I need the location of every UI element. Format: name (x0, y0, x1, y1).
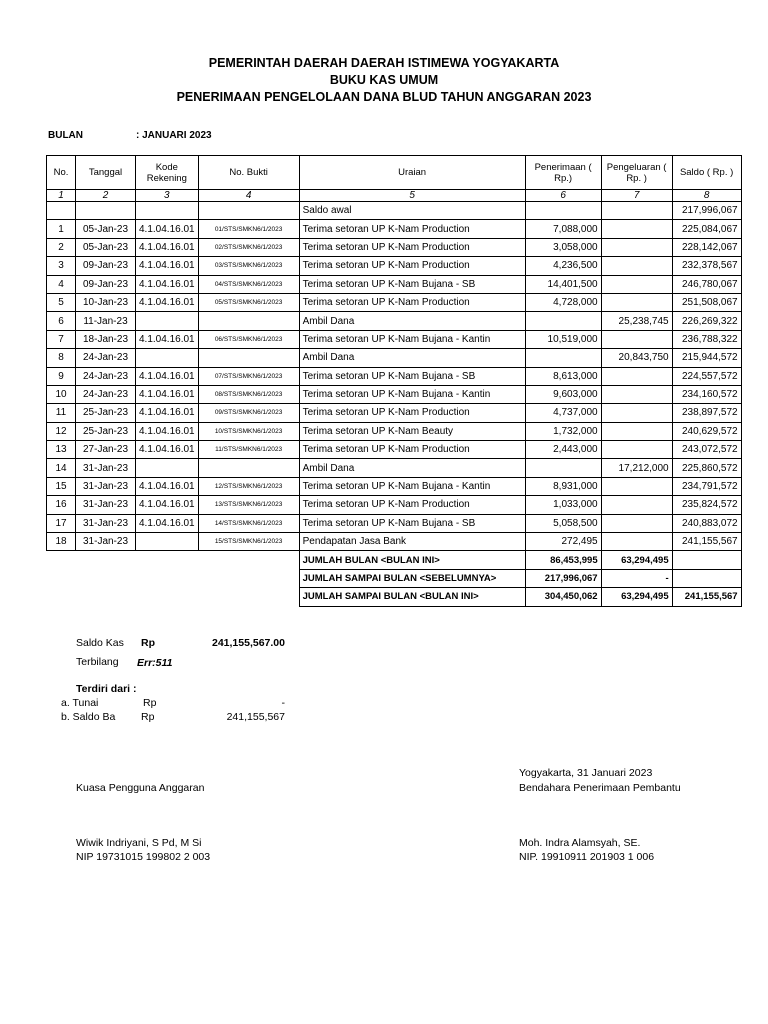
cell-pengeluaran (601, 404, 672, 422)
table-row (47, 385, 742, 403)
saldo-kas-label: Saldo Kas (76, 637, 124, 649)
cell-tanggal: 11-Jan-23 (76, 312, 136, 330)
cell-uraian: Terima setoran UP K-Nam Beauty (299, 422, 525, 440)
cell-uraian: Terima setoran UP K-Nam Bujana - SB (299, 275, 525, 293)
cell-no: 3 (47, 257, 76, 275)
cell-no-bukti: 01/STS/SMKN6/1/2023 (198, 220, 299, 238)
cell-pengeluaran (601, 533, 672, 551)
table-row (47, 514, 742, 532)
cell-saldo: 225,084,067 (672, 220, 741, 238)
terdiri-item-value: 241,155,567 (226, 711, 285, 723)
terdiri-item-currency: Rp (141, 711, 155, 723)
cell-no: 14 (47, 459, 76, 477)
cell-saldo: 236,788,322 (672, 330, 741, 348)
summary-label: JUMLAH BULAN <BULAN INI> (299, 551, 525, 569)
cell-penerimaan: 3,058,000 (525, 238, 601, 256)
cell-saldo: 240,883,072 (672, 514, 741, 532)
terdiri-item-label: b. Saldo Ba (61, 711, 116, 723)
summary-row (47, 569, 742, 587)
table-row (47, 367, 742, 385)
cell-tanggal: 25-Jan-23 (76, 404, 136, 422)
cell-penerimaan (525, 349, 601, 367)
cell-no: 5 (47, 293, 76, 311)
cell-penerimaan: 8,931,000 (525, 477, 601, 495)
cell-penerimaan: 14,401,500 (525, 275, 601, 293)
cell-kode-rekening: 4.1.04.16.01 (136, 496, 199, 514)
cell-pengeluaran (601, 441, 672, 459)
cell-uraian: Terima setoran UP K-Nam Production (299, 293, 525, 311)
cell-no: 10 (47, 385, 76, 403)
col-number: 5 (299, 190, 525, 202)
cell-no-bukti (198, 312, 299, 330)
cell-no: 7 (47, 330, 76, 348)
cell-penerimaan: 4,236,500 (525, 257, 601, 275)
cell-penerimaan: 1,732,000 (525, 422, 601, 440)
signer-left-name: Wiwik Indriyani, S Pd, M Si (76, 837, 202, 849)
signer-right-role: Bendahara Penerimaan Pembantu (519, 782, 681, 794)
cell-no-bukti: 06/STS/SMKN6/1/2023 (198, 330, 299, 348)
cell-saldo: 225,860,572 (672, 459, 741, 477)
table-row (47, 330, 742, 348)
cell-penerimaan: 10,519,000 (525, 330, 601, 348)
cell-pengeluaran (601, 220, 672, 238)
cell-penerimaan: 2,443,000 (525, 441, 601, 459)
cell-no-bukti: 15/STS/SMKN6/1/2023 (198, 533, 299, 551)
table-row (47, 275, 742, 293)
terdiri-title: Terdiri dari : (76, 683, 137, 695)
cell-no: 16 (47, 496, 76, 514)
table-row (47, 257, 742, 275)
cell-uraian: Terima setoran UP K-Nam Production (299, 404, 525, 422)
cell-saldo: 243,072,572 (672, 441, 741, 459)
column-header-row (47, 156, 742, 190)
cell-kode-rekening: 4.1.04.16.01 (136, 514, 199, 532)
cell-tanggal: 31-Jan-23 (76, 477, 136, 495)
summary-saldo: 241,155,567 (672, 588, 741, 606)
table-row (47, 441, 742, 459)
cell-kode-rekening: 4.1.04.16.01 (136, 385, 199, 403)
summary-label: JUMLAH SAMPAI BULAN <BULAN INI> (299, 588, 525, 606)
cell-no-bukti: 08/STS/SMKN6/1/2023 (198, 385, 299, 403)
col-number: 4 (198, 190, 299, 202)
cell-kode-rekening: 4.1.04.16.01 (136, 477, 199, 495)
cell-no: 12 (47, 422, 76, 440)
period-value: : JANUARI 2023 (136, 130, 212, 141)
table-row (47, 349, 742, 367)
cell-kode-rekening: 4.1.04.16.01 (136, 238, 199, 256)
signer-left-nip: NIP 19731015 199802 2 003 (76, 851, 211, 863)
cell-penerimaan (525, 312, 601, 330)
cell-saldo: 224,557,572 (672, 367, 741, 385)
summary-row (47, 551, 742, 569)
col-uraian: Uraian (299, 156, 525, 190)
cell-penerimaan: 272,495 (525, 533, 601, 551)
cell-pengeluaran (601, 477, 672, 495)
cell-penerimaan: 1,033,000 (525, 496, 601, 514)
cell-no-bukti (198, 459, 299, 477)
cell-no: 15 (47, 477, 76, 495)
summary-penerimaan: 304,450,062 (525, 588, 601, 606)
cell-saldo: 232,378,567 (672, 257, 741, 275)
cell-pengeluaran (601, 330, 672, 348)
table-row (47, 404, 742, 422)
summary-pengeluaran: 63,294,495 (601, 588, 672, 606)
header-line-3: PENERIMAAN PENGELOLAAN DANA BLUD TAHUN ANGGARAN 2023 (176, 90, 592, 104)
cell-saldo: 238,897,572 (672, 404, 741, 422)
cell-uraian: Terima setoran UP K-Nam Bujana - Kantin (299, 330, 525, 348)
terdiri-item-label: a. Tunai (61, 697, 99, 709)
cell-no: 17 (47, 514, 76, 532)
cell-tanggal: 09-Jan-23 (76, 275, 136, 293)
cell-no: 2 (47, 238, 76, 256)
cell-no: 8 (47, 349, 76, 367)
cell-tanggal: 25-Jan-23 (76, 422, 136, 440)
signer-left-role: Kuasa Pengguna Anggaran (76, 782, 205, 794)
cell-pengeluaran: 17,212,000 (601, 459, 672, 477)
cell-penerimaan: 5,058,500 (525, 514, 601, 532)
cell-kode-rekening: 4.1.04.16.01 (136, 367, 199, 385)
col-number: 1 (47, 190, 76, 202)
column-number-row (47, 190, 742, 202)
cell-saldo: 226,269,322 (672, 312, 741, 330)
cell-kode-rekening (136, 459, 199, 477)
cell-tanggal: 24-Jan-23 (76, 349, 136, 367)
cell-uraian: Ambil Dana (299, 312, 525, 330)
cell-uraian: Terima setoran UP K-Nam Production (299, 238, 525, 256)
col-number: 3 (136, 190, 199, 202)
summary-pengeluaran: - (601, 569, 672, 587)
table-row (47, 459, 742, 477)
cell-uraian: Terima setoran UP K-Nam Production (299, 496, 525, 514)
summary-pengeluaran: 63,294,495 (601, 551, 672, 569)
cell-pengeluaran (601, 275, 672, 293)
cell-tanggal: 10-Jan-23 (76, 293, 136, 311)
summary-penerimaan: 217,996,067 (525, 569, 601, 587)
cell-pengeluaran (601, 496, 672, 514)
cell-saldo: 251,508,067 (672, 293, 741, 311)
table-row (47, 477, 742, 495)
cell-tanggal: 24-Jan-23 (76, 385, 136, 403)
col-kode-rekening: Kode Rekening (136, 156, 199, 190)
place-date: Yogyakarta, 31 Januari 2023 (519, 767, 653, 779)
cell-pengeluaran (601, 238, 672, 256)
cell-saldo: 234,791,572 (672, 477, 741, 495)
cell-kode-rekening: 4.1.04.16.01 (136, 275, 199, 293)
cell-pengeluaran (601, 367, 672, 385)
cell-penerimaan: 4,728,000 (525, 293, 601, 311)
cell-tanggal: 31-Jan-23 (76, 496, 136, 514)
cell-no-bukti: 07/STS/SMKN6/1/2023 (198, 367, 299, 385)
cell-uraian: Terima setoran UP K-Nam Production (299, 441, 525, 459)
col-number: 6 (525, 190, 601, 202)
cell-kode-rekening: 4.1.04.16.01 (136, 220, 199, 238)
cell-uraian: Ambil Dana (299, 459, 525, 477)
cell-uraian: Terima setoran UP K-Nam Production (299, 220, 525, 238)
signer-right-name: Moh. Indra Alamsyah, SE. (519, 837, 641, 849)
cell-tanggal: 31-Jan-23 (76, 533, 136, 551)
cell-tanggal: 27-Jan-23 (76, 441, 136, 459)
table-row (47, 238, 742, 256)
table-row (47, 312, 742, 330)
cell-no: 13 (47, 441, 76, 459)
cell-tanggal: 24-Jan-23 (76, 367, 136, 385)
cell-tanggal: 18-Jan-23 (76, 330, 136, 348)
cell-uraian: Terima setoran UP K-Nam Bujana - SB (299, 367, 525, 385)
cell-kode-rekening (136, 533, 199, 551)
table-row (47, 496, 742, 514)
cell-pengeluaran (601, 422, 672, 440)
cell-pengeluaran (601, 293, 672, 311)
signer-right-nip: NIP. 19910911 201903 1 006 (519, 851, 655, 863)
cell-uraian: Terima setoran UP K-Nam Bujana - Kantin (299, 385, 525, 403)
table-row (47, 533, 742, 551)
cell-tanggal: 05-Jan-23 (76, 220, 136, 238)
col-number: 8 (672, 190, 741, 202)
cell-no: 18 (47, 533, 76, 551)
cell-kode-rekening (136, 312, 199, 330)
cell-saldo: 228,142,067 (672, 238, 741, 256)
cell-saldo: 235,824,572 (672, 496, 741, 514)
table-row (47, 220, 742, 238)
summary-saldo (672, 569, 741, 587)
cell-pengeluaran (601, 257, 672, 275)
cell-kode-rekening (136, 349, 199, 367)
cell-pengeluaran (601, 514, 672, 532)
cell-saldo: 241,155,567 (672, 533, 741, 551)
col-number: 2 (76, 190, 136, 202)
summary-saldo (672, 551, 741, 569)
cell-uraian: Terima setoran UP K-Nam Bujana - Kantin (299, 477, 525, 495)
col-tanggal: Tanggal (76, 156, 136, 190)
cell-no-bukti: 09/STS/SMKN6/1/2023 (198, 404, 299, 422)
cell-no-bukti (198, 349, 299, 367)
cell-penerimaan (525, 459, 601, 477)
cell-saldo: 246,780,067 (672, 275, 741, 293)
summary-label: JUMLAH SAMPAI BULAN <SEBELUMNYA> (299, 569, 525, 587)
table-row (47, 422, 742, 440)
cell-kode-rekening: 4.1.04.16.01 (136, 330, 199, 348)
cell-no-bukti: 05/STS/SMKN6/1/2023 (198, 293, 299, 311)
cell-uraian: Terima setoran UP K-Nam Bujana - SB (299, 514, 525, 532)
cell-pengeluaran: 25,238,745 (601, 312, 672, 330)
terbilang-value: Err:511 (137, 657, 173, 669)
cell-penerimaan: 7,088,000 (525, 220, 601, 238)
terbilang-label: Terbilang (76, 656, 119, 668)
cell-no: 4 (47, 275, 76, 293)
summary-penerimaan: 86,453,995 (525, 551, 601, 569)
saldo-kas-value: 241,155,567.00 (212, 637, 285, 649)
cell-pengeluaran (601, 385, 672, 403)
cell-tanggal: 31-Jan-23 (76, 514, 136, 532)
terdiri-item-currency: Rp (143, 697, 157, 709)
cell-no-bukti: 10/STS/SMKN6/1/2023 (198, 422, 299, 440)
cell-no-bukti: 03/STS/SMKN6/1/2023 (198, 257, 299, 275)
cell-no-bukti: 04/STS/SMKN6/1/2023 (198, 275, 299, 293)
cell-penerimaan: 4,737,000 (525, 404, 601, 422)
table-row (47, 293, 742, 311)
cell-no: 11 (47, 404, 76, 422)
cell-kode-rekening: 4.1.04.16.01 (136, 441, 199, 459)
cell-tanggal: 31-Jan-23 (76, 459, 136, 477)
cell-uraian: Pendapatan Jasa Bank (299, 533, 525, 551)
opening-uraian: Saldo awal (299, 202, 525, 220)
cell-no-bukti: 12/STS/SMKN6/1/2023 (198, 477, 299, 495)
cell-no: 1 (47, 220, 76, 238)
ledger-table (46, 155, 742, 607)
cell-kode-rekening: 4.1.04.16.01 (136, 404, 199, 422)
col-pengeluaran: Pengeluaran ( Rp. ) (601, 156, 672, 190)
cell-no: 9 (47, 367, 76, 385)
cell-saldo: 240,629,572 (672, 422, 741, 440)
cell-kode-rekening: 4.1.04.16.01 (136, 422, 199, 440)
cell-no-bukti: 13/STS/SMKN6/1/2023 (198, 496, 299, 514)
header-line-2: BUKU KAS UMUM (329, 73, 439, 87)
cell-penerimaan: 9,603,000 (525, 385, 601, 403)
opening-saldo: 217,996,067 (672, 202, 741, 220)
cell-tanggal: 05-Jan-23 (76, 238, 136, 256)
col-saldo: Saldo ( Rp. ) (672, 156, 741, 190)
cell-kode-rekening: 4.1.04.16.01 (136, 293, 199, 311)
summary-row (47, 588, 742, 606)
cell-no-bukti: 11/STS/SMKN6/1/2023 (198, 441, 299, 459)
period-label: BULAN (48, 130, 83, 141)
col-number: 7 (601, 190, 672, 202)
cell-uraian: Terima setoran UP K-Nam Production (299, 257, 525, 275)
header-line-1: PEMERINTAH DAERAH DAERAH ISTIMEWA YOGYAKARTA (208, 56, 560, 70)
cell-tanggal: 09-Jan-23 (76, 257, 136, 275)
col-no-bukti: No. Bukti (198, 156, 299, 190)
col-no: No. (47, 156, 76, 190)
col-penerimaan: Penerimaan ( Rp.) (525, 156, 601, 190)
cell-uraian: Ambil Dana (299, 349, 525, 367)
terdiri-item-value: - (281, 697, 285, 709)
opening-row (47, 202, 742, 220)
cell-no: 6 (47, 312, 76, 330)
cell-penerimaan: 8,613,000 (525, 367, 601, 385)
cell-pengeluaran: 20,843,750 (601, 349, 672, 367)
cell-no-bukti: 02/STS/SMKN6/1/2023 (198, 238, 299, 256)
cell-saldo: 215,944,572 (672, 349, 741, 367)
cell-kode-rekening: 4.1.04.16.01 (136, 257, 199, 275)
cell-saldo: 234,160,572 (672, 385, 741, 403)
cell-no-bukti: 14/STS/SMKN6/1/2023 (198, 514, 299, 532)
saldo-kas-currency: Rp (141, 637, 155, 649)
